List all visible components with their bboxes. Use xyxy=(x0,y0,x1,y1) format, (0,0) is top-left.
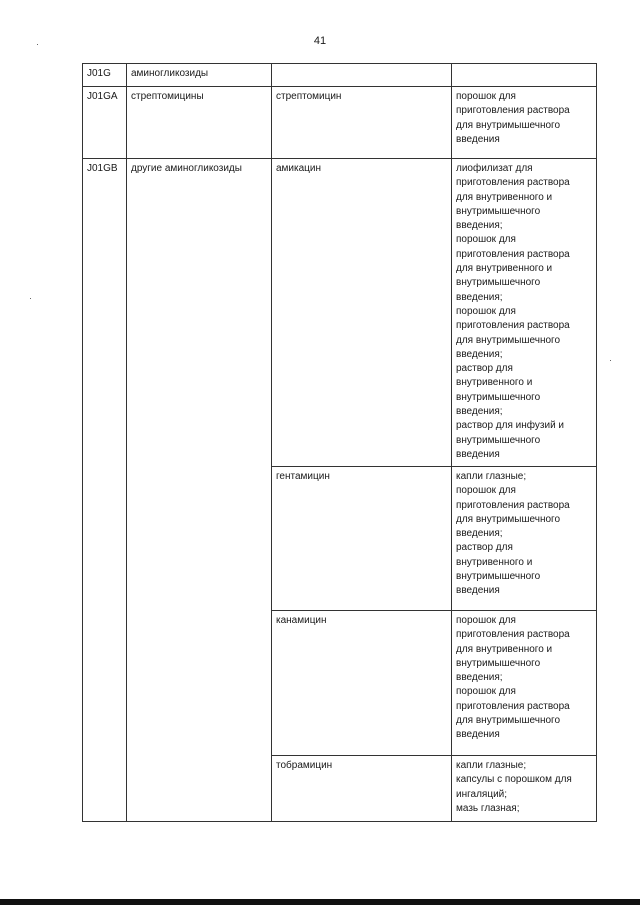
dosage-form-line: приготовления раствора xyxy=(456,177,570,189)
dosage-form-cell xyxy=(452,467,597,611)
dosage-form-line: лиофилизат для xyxy=(456,163,533,174)
dosage-form-line: для внутривенного и xyxy=(456,263,553,275)
dosage-form-line: капли глазные; xyxy=(456,471,527,482)
dosage-form-line: введения; xyxy=(456,291,503,303)
dosage-form-line: капсулы с порошком для xyxy=(456,774,572,786)
dosage-form-line: приготовления раствора xyxy=(456,700,570,712)
dosage-form-line: внутримышечного xyxy=(456,434,541,446)
drug-table xyxy=(82,63,597,822)
scan-speck xyxy=(610,360,611,361)
dosage-form-line: внутримышечного xyxy=(456,277,541,289)
dosage-form-cell xyxy=(452,756,597,822)
dosage-form-line: введения; xyxy=(456,672,503,684)
table-row-j01gb-amikacin xyxy=(83,159,597,467)
dosage-form-line: приготовления раствора xyxy=(456,320,570,332)
dosage-form-line: порошок для xyxy=(456,615,516,626)
dosage-form-line: порошок для xyxy=(456,91,516,102)
drug-name-cell xyxy=(272,64,452,87)
dosage-form-line: внутримышечного xyxy=(456,571,541,583)
drug-name-cell: тобрамицин xyxy=(272,756,452,822)
group-name-cell: аминогликозиды xyxy=(127,64,272,87)
dosage-form-cell xyxy=(452,87,597,159)
dosage-form-line: приготовления раствора xyxy=(456,105,570,117)
dosage-form-line: для внутривенного и xyxy=(456,643,553,655)
dosage-form-line: введения xyxy=(456,448,500,460)
dosage-form-line: введения; xyxy=(456,348,503,360)
dosage-form-line: введения; xyxy=(456,528,503,540)
dosage-form-line: для внутримышечного xyxy=(456,334,561,346)
dosage-form-line: порошок для xyxy=(456,686,516,698)
atc-code-cell: J01G xyxy=(83,64,127,87)
page-number: 41 xyxy=(313,35,327,47)
dosage-form-line: введения xyxy=(456,133,500,145)
dosage-form-line: капли глазные; xyxy=(456,760,527,771)
drug-name-cell: гентамицин xyxy=(272,467,452,611)
dosage-form-line: мазь глазная; xyxy=(456,802,520,814)
dosage-form-line: порошок для xyxy=(456,305,516,317)
atc-code-cell: J01GB xyxy=(83,159,127,822)
dosage-form-line: введения; xyxy=(456,220,503,232)
dosage-form-line: внутривенного и xyxy=(456,377,533,389)
dosage-form-cell xyxy=(452,159,597,467)
drug-name-cell: канамицин xyxy=(272,611,452,756)
dosage-form-line: для внутривенного и xyxy=(456,191,553,203)
atc-code-cell: J01GA xyxy=(83,87,127,159)
drug-name-cell: амикацин xyxy=(272,159,452,467)
dosage-form-line: приготовления раствора xyxy=(456,248,570,260)
dosage-form-cell xyxy=(452,611,597,756)
dosage-form-line: для внутримышечного xyxy=(456,715,561,727)
table-row-j01ga xyxy=(83,87,597,159)
group-name-cell: стрептомицины xyxy=(127,87,272,159)
dosage-form-line: введения xyxy=(456,585,500,597)
drug-name-cell: стрептомицин xyxy=(272,87,452,159)
dosage-form-cell xyxy=(452,64,597,87)
dosage-form-line: введения; xyxy=(456,406,503,418)
dosage-form-line: раствор для инфузий и xyxy=(456,420,565,432)
dosage-form-line: порошок для xyxy=(456,234,516,246)
dosage-form-line: введения xyxy=(456,729,500,741)
dosage-form-line: внутримышечного xyxy=(456,205,541,217)
dosage-form-line: порошок для xyxy=(456,485,516,497)
group-name-cell: другие аминогликозиды xyxy=(127,159,272,822)
dosage-form-line: внутривенного и xyxy=(456,556,533,568)
dosage-form-line: приготовления раствора xyxy=(456,629,570,641)
dosage-form-line: внутримышечного xyxy=(456,657,541,669)
table-row-j01g xyxy=(83,64,597,87)
dosage-form-line: ингаляций; xyxy=(456,788,508,800)
dosage-form-line: раствор для xyxy=(456,363,513,375)
dosage-form-line: приготовления раствора xyxy=(456,499,570,511)
dosage-form-line: раствор для xyxy=(456,542,513,554)
dosage-form-line: внутримышечного xyxy=(456,391,541,403)
dosage-form-line: для внутримышечного xyxy=(456,119,561,131)
dosage-form-line: для внутримышечного xyxy=(456,513,561,525)
scan-border-bar xyxy=(0,899,640,905)
scan-speck xyxy=(30,298,31,299)
scan-speck xyxy=(37,44,38,45)
